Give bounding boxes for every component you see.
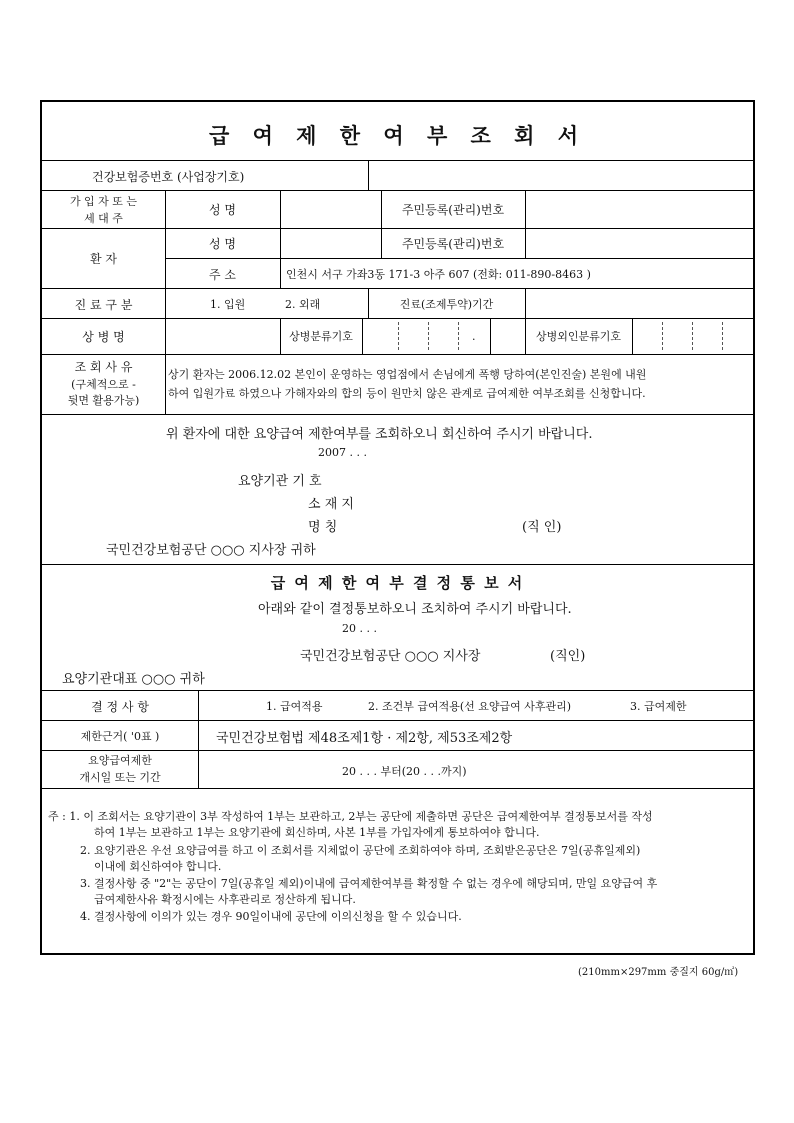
decision-option-2[interactable]: 2. 조건부 급여적용(선 요양급여 사후관리) xyxy=(368,700,572,713)
institution-code-label: 요양기관 기 호 xyxy=(238,474,322,489)
row-divider xyxy=(42,160,753,161)
start-value[interactable]: 20 . . . 부터(20 . . .까지) xyxy=(342,765,467,778)
request-text: 위 환자에 대한 요양급여 제한여부를 조회하오니 회신하여 주시기 바랍니다. xyxy=(166,427,593,442)
insurance-no-label: 건강보험증번호 (사업장기호) xyxy=(92,170,245,184)
treatment-type-label: 진 료 구 분 xyxy=(74,298,133,312)
inquiry-reason-text[interactable]: 상기 환자는 2006.12.02 본인이 운영하는 영업점에서 손님에게 폭행 당하여(본인진술) 본원에 내원 xyxy=(168,368,647,381)
patient-name-label: 성 명 xyxy=(209,237,236,251)
disease-code-dot: . xyxy=(472,330,476,343)
row-divider xyxy=(42,690,753,691)
basis-label: 제한근거( '0표 ) xyxy=(80,730,160,743)
col-divider xyxy=(632,318,633,354)
subscriber-name-label: 성 명 xyxy=(209,203,236,217)
form-title: 급 여 제 한 여 부 조 회 서 xyxy=(208,123,587,148)
notice-sender: 국민건강보험공단 ○○○ 지사장 xyxy=(300,649,481,664)
notice-addressee: 요양기관대표 ○○○ 귀하 xyxy=(62,672,205,687)
patient-name-field[interactable] xyxy=(284,232,377,254)
seal-label: (직 인) xyxy=(522,520,562,535)
subscriber-label-sub: 세 대 주 xyxy=(84,212,123,225)
code-digit-divider xyxy=(662,322,663,350)
patient-rrn-label: 주민등록(관리)번호 xyxy=(401,237,505,251)
notice-text: 아래와 같이 결정통보하오니 조치하여 주시기 바랍니다. xyxy=(258,602,572,617)
external-cause-label: 상병외인분류기호 xyxy=(535,330,621,343)
inquiry-reason-hint-2: 뒷면 활용가능) xyxy=(67,394,140,407)
col-divider xyxy=(490,318,491,354)
treatment-period-field[interactable] xyxy=(529,292,749,314)
insurance-no-field[interactable] xyxy=(372,164,750,186)
subscriber-rrn-label: 주민등록(관리)번호 xyxy=(401,203,505,217)
note-line: 2. 요양기관은 우선 요양급여를 하고 이 조회서를 지체없이 공단에 조회하여야 하며, 조회받은공단은 7일(공휴일제외) xyxy=(80,844,641,857)
code-digit-divider xyxy=(428,322,429,350)
basis-value: 국민건강보험법 제48조제1항 · 제2항, 제53조제2항 xyxy=(216,731,513,746)
row-divider xyxy=(42,750,753,751)
patient-label: 환 자 xyxy=(90,252,117,266)
notice-seal: (직인) xyxy=(550,649,586,664)
inquiry-reason-hint: (구체적으로 - xyxy=(71,378,136,391)
disease-name-field[interactable] xyxy=(169,322,276,350)
note-line: 급여제한사유 확정시에는 사후관리로 정산하게 됩니다. xyxy=(94,893,356,906)
paper-spec-footer: (210mm×297mm 중질지 60g/㎡) xyxy=(578,967,739,978)
col-divider xyxy=(280,190,281,288)
institution-location-label: 소 재 지 xyxy=(308,497,354,512)
code-digit-divider xyxy=(458,322,459,350)
col-divider xyxy=(525,190,526,258)
row-divider xyxy=(42,354,753,355)
inquiry-reason-label: 조 회 사 유 xyxy=(74,360,133,374)
row-divider xyxy=(42,288,753,289)
row-divider xyxy=(165,258,753,259)
col-divider xyxy=(165,190,166,414)
col-divider xyxy=(362,318,363,354)
code-digit-divider xyxy=(722,322,723,350)
notice-date[interactable]: 20 . . . xyxy=(342,622,377,635)
col-divider xyxy=(198,690,199,788)
col-divider xyxy=(525,288,526,318)
request-date[interactable]: 2007 . . . xyxy=(318,446,367,459)
note-line: 3. 결정사항 중 "2"는 공단이 7일(공휴일 제외)이내에 급여제한여부를 확정할 수 없는 경우에 해당되며, 만일 요양급여 후 xyxy=(80,877,658,890)
institution-name-label: 명 칭 xyxy=(308,520,338,535)
note-line: 주 : 1. 이 조회서는 요양기관이 3부 작성하여 1부는 보관하고, 2부는 공단에 제출하면 공단은 급여제한여부 결정통보서를 작성 xyxy=(48,810,653,823)
start-label-2: 개시일 또는 기간 xyxy=(79,771,161,784)
address-label: 주 소 xyxy=(209,268,236,282)
start-label: 요양급여제한 xyxy=(88,754,152,767)
row-divider xyxy=(42,190,753,191)
row-divider xyxy=(42,228,753,229)
decision-option-3[interactable]: 3. 급여제한 xyxy=(630,700,687,713)
row-divider xyxy=(42,564,753,565)
note-line: 4. 결정사항에 이의가 있는 경우 90일이내에 공단에 이의신청을 할 수 있습니다. xyxy=(80,910,462,923)
address-value[interactable]: 인천시 서구 가좌3동 171-3 아주 607 (전화: 011-890-8463 ) xyxy=(286,268,591,281)
notice-title: 급 여 제 한 여 부 결 정 통 보 서 xyxy=(270,574,525,592)
subscriber-rrn-field[interactable] xyxy=(529,194,749,224)
addressee: 국민건강보험공단 ○○○ 지사장 귀하 xyxy=(106,543,316,558)
note-line: 이내에 회신하여야 합니다. xyxy=(94,860,222,873)
inpatient-option[interactable]: 1. 입원 xyxy=(210,298,246,311)
row-divider xyxy=(42,414,753,415)
subscriber-name-field[interactable] xyxy=(284,194,377,224)
col-divider xyxy=(368,160,369,190)
row-divider xyxy=(42,720,753,721)
disease-code-label: 상병분류기호 xyxy=(289,330,353,343)
patient-rrn-field[interactable] xyxy=(529,232,749,254)
inquiry-form xyxy=(40,100,755,955)
code-digit-divider xyxy=(692,322,693,350)
inquiry-reason-text-2[interactable]: 하여 입원가료 하였으나 가해자와의 합의 등이 원만치 않은 관계로 급여제한 여부조회를 신청합니다. xyxy=(168,387,646,400)
decision-option-1[interactable]: 1. 급여적용 xyxy=(266,700,323,713)
code-digit-divider xyxy=(398,322,399,350)
subscriber-label: 가 입 자 또 는 xyxy=(69,195,138,208)
decision-label: 결 정 사 항 xyxy=(91,700,149,714)
row-divider xyxy=(42,788,753,789)
row-divider xyxy=(42,318,753,319)
treatment-period-label: 진료(조제투약)기간 xyxy=(399,298,494,311)
note-line: 하여 1부는 보관하고 1부는 요양기관에 회신하며, 사본 1부를 가입자에게 통보하여야 합니다. xyxy=(94,826,540,839)
disease-label: 상 병 명 xyxy=(82,330,125,344)
outpatient-option[interactable]: 2. 외래 xyxy=(285,298,321,311)
